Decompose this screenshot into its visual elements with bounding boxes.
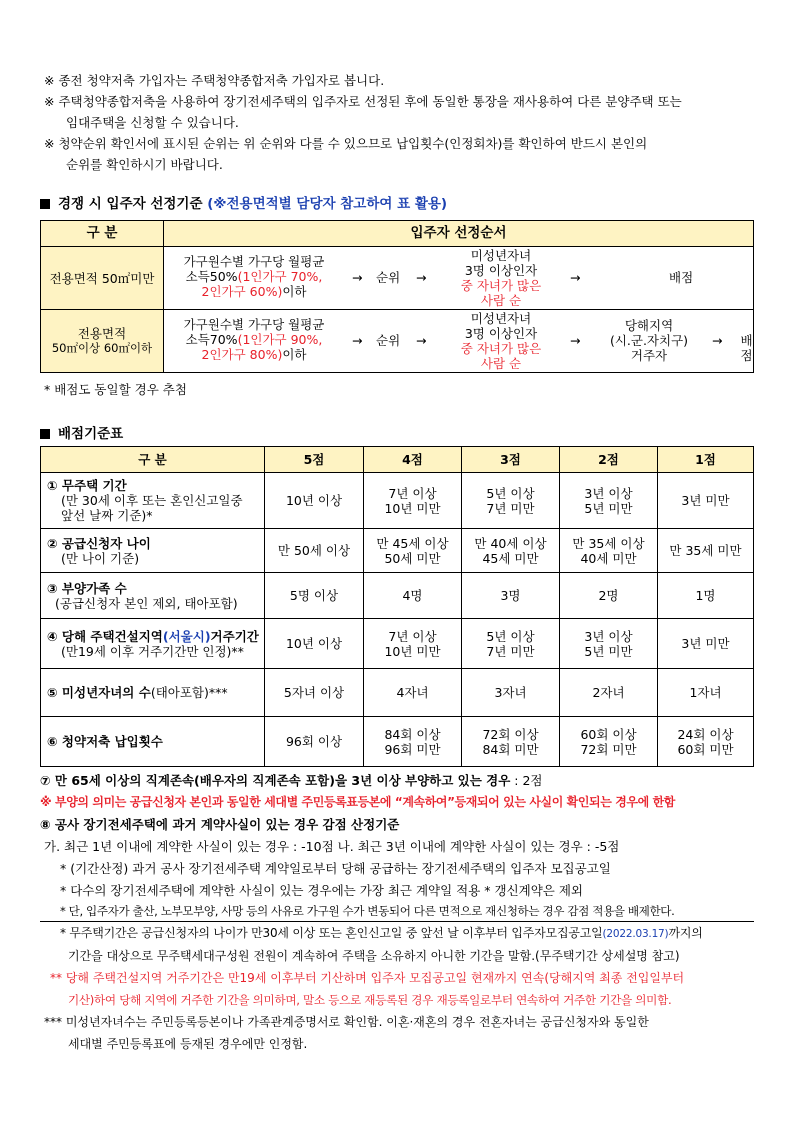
cell: 10년 이상: [265, 619, 364, 669]
cell: 60회 이상 72회 미만: [560, 717, 658, 767]
cell: 만 45세 이상 50세 미만: [364, 529, 462, 573]
cell: 5자녀 이상: [265, 669, 364, 717]
row1-income: 가구원수별 가구당 월평균 소득50%(1인가구 70%, 2인가구 60%)이하: [183, 254, 325, 299]
cell: 3자녀: [462, 669, 560, 717]
table-row: [41, 717, 754, 767]
note-3: ※ 청약순위 확인서에 표시된 순위는 위 순위와 다를 수 있으므로 납입횟수(인정회차)를 확인하여 반드시 본인의: [44, 136, 648, 151]
cell: 7년 이상 10년 미만: [364, 619, 462, 669]
criterion-homeless-period: ① 무주택 기간 (만 30세 이후 또는 혼인신고일중 앞선 날짜 기준)*: [41, 473, 265, 529]
cell: 5명 이상: [265, 573, 364, 619]
row2-order: [164, 310, 754, 373]
table-row: [41, 529, 754, 573]
row1-rank: 순위: [376, 270, 401, 285]
cell: 1자녀: [658, 669, 754, 717]
table-row: [41, 473, 754, 529]
item7-note: ※ 부양의 의미는 공급신청자 본인과 동일한 세대별 주민등록표등본에 “계속하여”등재되어 있는 사실이 확인되는 경우에 한함: [40, 795, 675, 809]
criterion-minor-children: ⑤ 미성년자녀의 수(태아포함)***: [41, 669, 265, 717]
top-notes: [44, 70, 764, 175]
row1-order: [164, 247, 754, 310]
arrow-icon: →: [352, 270, 363, 285]
th-category: 구 분: [41, 447, 265, 473]
row2-score: 배점: [740, 333, 753, 363]
item8-bullet3: * 단, 입주자가 출산, 노부모부양, 사망 등의 사유로 가구원 수가 변동되어 다른 면적으로 재신청하는 경우 감점 적용을 배제한다.: [60, 904, 675, 918]
th-selection-order: 입주자 선정순서: [164, 221, 754, 247]
arrow-icon: →: [570, 270, 581, 285]
section2-heading: [40, 422, 123, 442]
criterion-payment-count: ⑥ 청약저축 납입횟수: [41, 717, 265, 767]
footnote-1: * 무주택기간은 공급신청자의 나이가 만30세 이상 또는 혼인신고일 중 앞선 날 이후부터 입주자모집공고일(2022.03.17)까지의: [60, 926, 703, 940]
criterion-residence-period: ④ 당해 주택건설지역(서울시)거주기간 (만19세 이후 거주기간만 인정)**: [41, 619, 265, 669]
cell: 만 40세 이상 45세 미만: [462, 529, 560, 573]
note-3-cont: 순위를 확인하시기 바랍니다.: [66, 157, 223, 172]
cell: 3년 미만: [658, 619, 754, 669]
table-row: [41, 619, 754, 669]
note-2: ※ 주택청약종합저축을 사용하여 장기전세주택의 입주자로 선정된 후에 동일한 통장을 재사용하여 다른 분양주택 또는: [44, 94, 682, 109]
row2-rank: 순위: [376, 333, 401, 348]
footnotes: [40, 922, 760, 1055]
square-bullet-icon: [40, 429, 50, 439]
arrow-icon: →: [416, 270, 427, 285]
cell: 3명: [462, 573, 560, 619]
row2-region: 당해지역 (시.군.자치구) 거주자: [609, 318, 689, 363]
cell: 만 35세 이상 40세 미만: [560, 529, 658, 573]
arrow-icon: →: [570, 333, 581, 348]
cell: 7년 이상 10년 미만: [364, 473, 462, 529]
row1-label: 전용면적 50㎡미만: [41, 247, 164, 310]
item8-line1: 가. 최근 1년 이내에 계약한 사실이 있는 경우 : -10점 나. 최근 3년 이내에 계약한 사실이 있는 경우 : -5점: [44, 839, 620, 854]
score-criteria-table: [40, 446, 754, 767]
cell: 72회 이상 84회 미만: [462, 717, 560, 767]
cell: 2명: [560, 573, 658, 619]
row1-score: 배점: [669, 270, 694, 285]
cell: 4명: [364, 573, 462, 619]
cell: 만 50세 이상: [265, 529, 364, 573]
row2-children: 미성년자녀 3명 이상인자 중 자녀가 많은 사람 순: [460, 311, 542, 371]
note-1: ※ 종전 청약저축 가입자는 주택청약종합저축 가입자로 봅니다.: [44, 73, 385, 88]
th-2pts: 2점: [560, 447, 658, 473]
th-5pts: 5점: [265, 447, 364, 473]
cell: 4자녀: [364, 669, 462, 717]
cell: 3년 미만: [658, 473, 754, 529]
criterion-dependents: ③ 부양가족 수 (공급신청자 본인 제외, 태아포함): [41, 573, 265, 619]
cell: 5년 이상 7년 미만: [462, 473, 560, 529]
row1-children: 미성년자녀 3명 이상인자 중 자녀가 많은 사람 순: [460, 248, 542, 308]
arrow-icon: →: [416, 333, 427, 348]
cell: 84회 이상 96회 미만: [364, 717, 462, 767]
section2-title: 배점기준표: [58, 426, 124, 442]
selection-order-table: [40, 220, 754, 373]
th-1pts: 1점: [658, 447, 754, 473]
footnote-3-cont: 세대별 주민등록표에 등재된 경우에만 인정함.: [68, 1037, 308, 1051]
cell: 5년 이상 7년 미만: [462, 619, 560, 669]
table-row: [41, 669, 754, 717]
cell: 10년 이상: [265, 473, 364, 529]
criterion-applicant-age: ② 공급신청자 나이 (만 나이 기준): [41, 529, 265, 573]
row2-income: 가구원수별 가구당 월평균 소득70%(1인가구 90%, 2인가구 80%)이하: [183, 317, 325, 362]
footnote-2: ** 당해 주택건설지역 거주기간은 만19세 이후부터 기산하며 입주자 모집공고일 현재까지 연속(당해지역 최종 전입일부터: [50, 971, 685, 985]
cell: 3년 이상 5년 미만: [560, 473, 658, 529]
item7: ⑦ 만 65세 이상의 직계존속(배우자의 직계존속 포함)을 3년 이상 부양하고 있는 경우 : 2점: [40, 773, 543, 788]
section1-title-note: (※전용면적별 담당자 참고하여 표 활용): [207, 196, 448, 212]
item8-title: ⑧ 공사 장기전세주택에 과거 계약사실이 있는 경우 감점 산정기준: [40, 817, 400, 832]
note-2-cont: 임대주택을 신청할 수 있습니다.: [66, 115, 239, 130]
section1-title: 경쟁 시 입주자 선정기준: [58, 196, 203, 212]
table-row: [41, 573, 754, 619]
item8-bullet2: * 다수의 장기전세주택에 계약한 사실이 있는 경우에는 가장 최근 계약일 적용 * 갱신계약은 제외: [60, 883, 584, 898]
arrow-icon: →: [712, 333, 723, 348]
footnote-2-cont: 기산)하여 당해 지역에 거주한 기간을 의미하며, 말소 등으로 재등록된 경우 재등록일로부터 연속하여 거주한 기간을 의미함.: [68, 993, 672, 1007]
cell: 2자녀: [560, 669, 658, 717]
section1-footnote: * 배점도 동일할 경우 추첨: [44, 382, 187, 397]
section1-heading: [40, 192, 447, 212]
footnote-3: *** 미성년자녀수는 주민등록등본이나 가족관계증명서로 확인함. 이혼·재혼의 경우 전혼자녀는 공급신청자와 동일한: [44, 1015, 649, 1029]
cell: 3년 이상 5년 미만: [560, 619, 658, 669]
footnote-1-cont: 기간을 대상으로 무주택세대구성원 전원이 계속하여 주택을 소유하지 아니한 기간을 말함.(무주택기간 상세설명 참고): [68, 949, 680, 963]
arrow-icon: →: [352, 333, 363, 348]
th-3pts: 3점: [462, 447, 560, 473]
table-row: [41, 310, 754, 373]
cell: 만 35세 미만: [658, 529, 754, 573]
item8-bullet1: * (기간산정) 과거 공사 장기전세주택 계약일로부터 당해 공급하는 장기전세주택의 입주자 모집공고일: [60, 861, 611, 876]
cell: 96회 이상: [265, 717, 364, 767]
th-category: 구 분: [41, 221, 164, 247]
th-4pts: 4점: [364, 447, 462, 473]
row2-label: 전용면적 50㎡이상 60㎡이하: [41, 310, 164, 373]
cell: 1명: [658, 573, 754, 619]
table-row: [41, 247, 754, 310]
cell: 24회 이상 60회 미만: [658, 717, 754, 767]
square-bullet-icon: [40, 199, 50, 209]
